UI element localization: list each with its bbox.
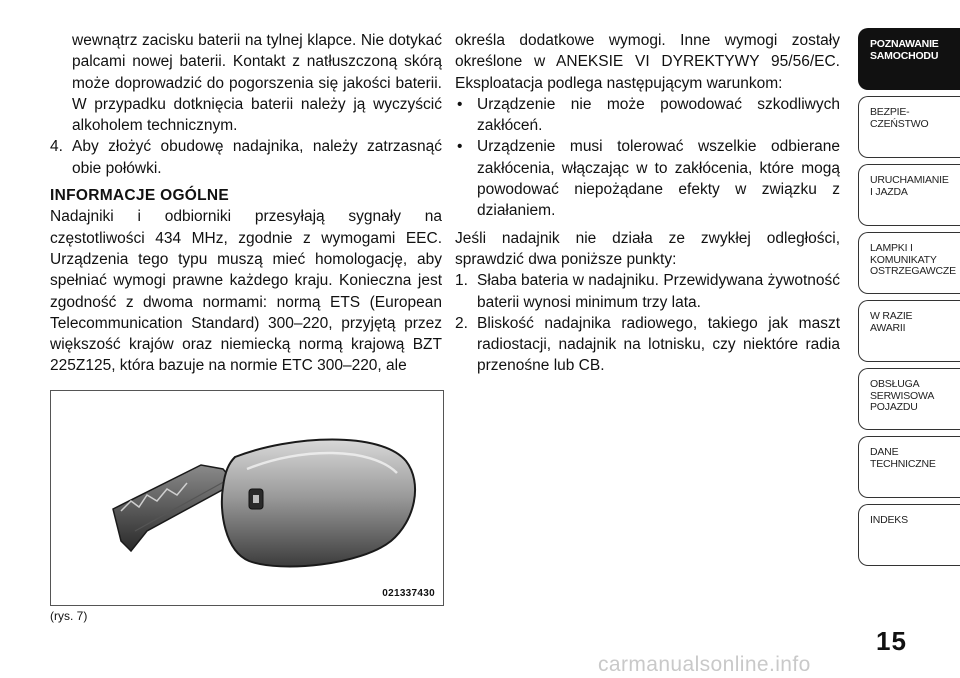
tab-lampki-i-komunikaty[interactable]: LAMPKI I KOMUNIKATY OSTRZEGAWCZE (858, 232, 960, 294)
tab-w-razie-awarii[interactable]: W RAZIE AWARII (858, 300, 960, 362)
watermark: carmanualsonline.info (598, 653, 811, 676)
figure-key-fob (50, 390, 444, 606)
bullet-item (455, 136, 840, 221)
tab-uruchamianie-i-jazda[interactable]: URUCHAMIANIE I JAZDA (858, 164, 960, 226)
list-number: 4. (50, 138, 63, 156)
paragraph-general-info: Nadajniki i odbiorniki przesyłają sygnały na częstotliwości 434 MHz, zgodnie z wymogami EEC. Urządzenia tego typu muszą mieć homologację, aby spełniać wymogi prawne każdego kraju. Konieczna jest zgodność z dwoma normami: normą ETS (European Telecommunication Standard) 300–220, przyjętą przez większość krajów oraz niemiecką normą krajową BZT 225Z125, która bazuje na normie ETC 300–220, ale (50, 208, 442, 375)
tab-poznawanie-samochodu[interactable]: POZNAWANIE SAMOCHODU (858, 28, 960, 90)
tab-indeks[interactable]: INDEKS (858, 504, 960, 566)
numbered-item (455, 313, 840, 377)
list-item-text: Słaba bateria w nadajniku. Przewidywana żywotność baterii wynosi minimum trzy lata. (477, 272, 840, 311)
list-item-4 (50, 136, 442, 179)
list-item-text: Aby złożyć obudowę nadajnika, należy zatrzasnąć obie połówki. (72, 138, 442, 177)
page-number: 15 (876, 626, 907, 656)
numbered-item (455, 270, 840, 313)
chapter-tabs (858, 28, 960, 572)
bullet-item (455, 94, 840, 137)
bullet-dot: • (457, 95, 463, 113)
tab-dane-techniczne[interactable]: DANE TECHNICZNE (858, 436, 960, 498)
list-number: 2. (455, 314, 468, 332)
bullet-text: Urządzenie nie może powodować szkodliwych zakłóceń. (477, 95, 840, 135)
figure-caption: (rys. 7) (50, 609, 88, 623)
paragraph-battery-contact: wewnątrz zacisku baterii na tylnej klapce. Nie dotykać palcami nowej baterii. Kontakt z natłuszczoną skórą może doprowadzić do pogorszenia się jakości baterii. W przypadku dotknięcia baterii należy ją wyczyścić alkoholem technicznym. (72, 32, 442, 135)
tab-bezpieczenstwo[interactable]: BEZPIE- CZEŃSTWO (858, 96, 960, 158)
bullet-text: Urządzenie musi tolerować wszelkie odbierane zakłócenia, włączając w to zakłócenia, które mogą powodować niepożądane efekty w związku z działaniem. (477, 138, 840, 220)
list-number: 1. (455, 272, 468, 290)
right-column (455, 30, 840, 377)
tab-obsluga-serwisowa[interactable]: OBSŁUGA SERWISOWA POJAZDU (858, 368, 960, 430)
list-item-text: Bliskość nadajnika radiowego, takiego jak maszt radiostacji, nadajnik na lotnisku, czy niektóre radia przenośne lub CB. (477, 314, 840, 375)
key-fob-illustration (51, 391, 443, 605)
paragraph-requirements: określa dodatkowe wymogi. Inne wymogi zostały określone w ANEKSIE VI DYREKTYWY 95/56/EC. Eksploatacja podlega następującym warunkom: (455, 32, 840, 92)
bullet-dot: • (457, 138, 463, 156)
figure-code: 021337430 (382, 588, 435, 599)
paragraph-check: Jeśli nadajnik nie działa ze zwykłej odległości, sprawdzić dwa poniższe punkty: (455, 229, 840, 268)
left-column (50, 30, 442, 377)
section-heading: INFORMACJE OGÓLNE (50, 187, 230, 205)
